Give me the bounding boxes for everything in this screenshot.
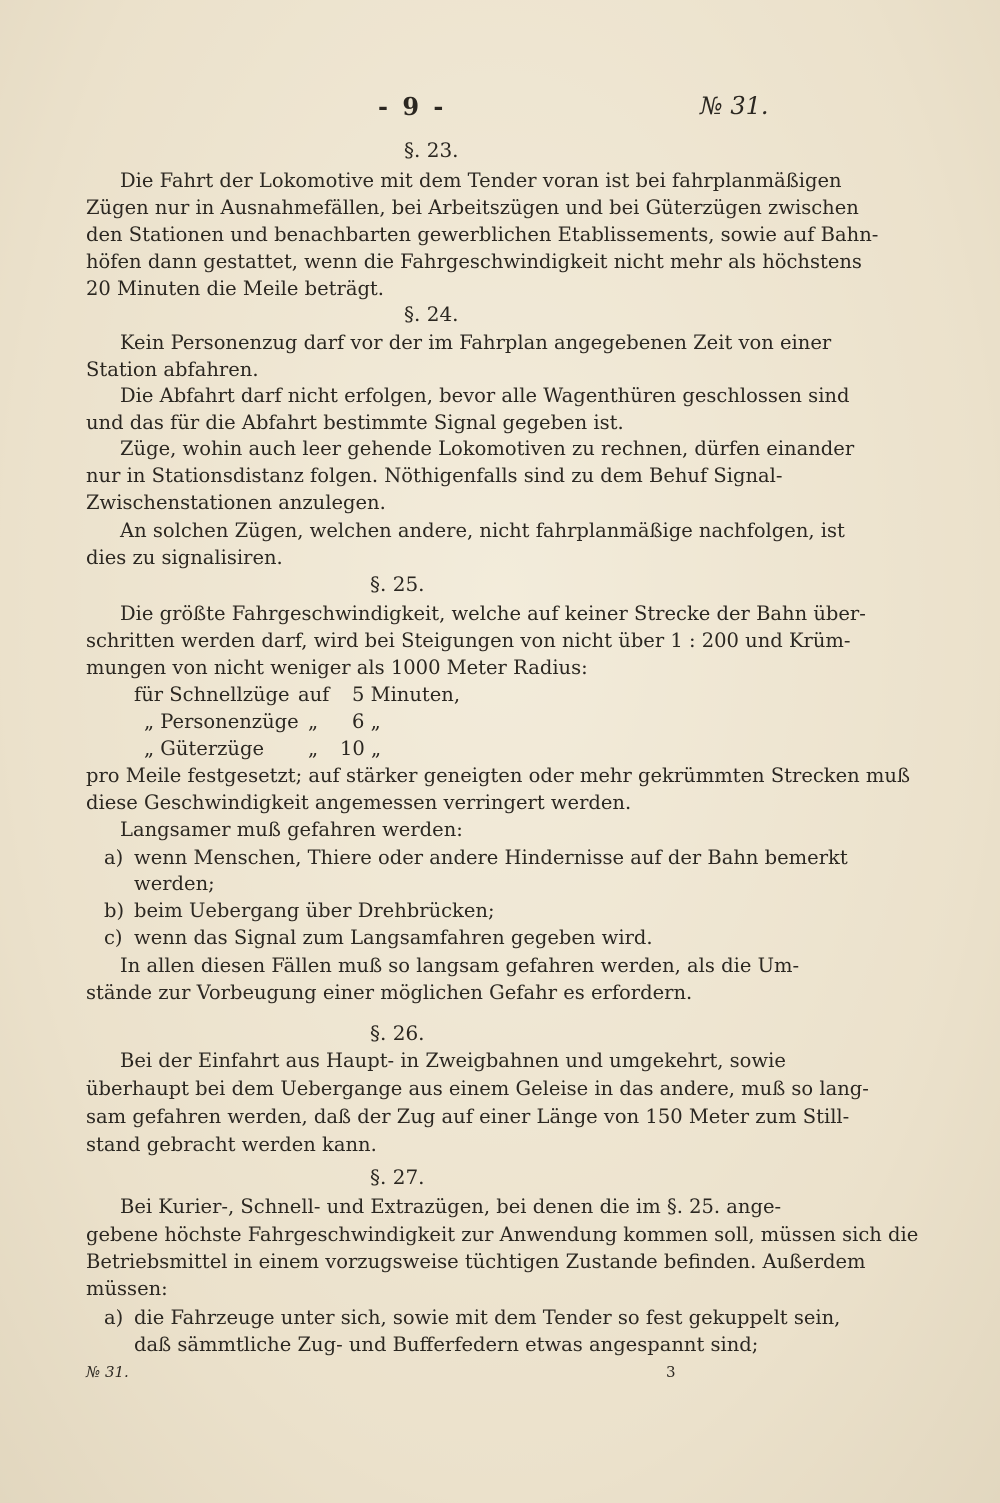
text-line: Kein Personenzug darf vor der im Fahrplan angegebenen Zeit von einer bbox=[120, 331, 832, 354]
text-line: stand gebracht werden kann. bbox=[86, 1133, 377, 1156]
text-line: Station abfahren. bbox=[86, 358, 259, 381]
section-heading: §. 23. bbox=[404, 138, 459, 162]
text-line: Zügen nur in Ausnahmefällen, bei Arbeitszügen und bei Güterzügen zwischen bbox=[86, 196, 859, 219]
text-line: Die größte Fahrgeschwindigkeit, welche auf keiner Strecke der Bahn über- bbox=[120, 602, 866, 625]
text-line: überhaupt bei dem Uebergange aus einem Geleise in das andere, muß so lang- bbox=[86, 1077, 869, 1100]
list-item: wenn das Signal zum Langsamfahren gegeben wird. bbox=[134, 926, 653, 949]
speed-label: „ Güterzüge bbox=[144, 737, 264, 760]
speed-connector: auf bbox=[298, 683, 330, 706]
text-line: höfen dann gestattet, wenn die Fahrgeschwindigkeit nicht mehr als höchstens bbox=[86, 250, 862, 273]
section-heading: §. 24. bbox=[404, 302, 459, 326]
text-line: mungen von nicht weniger als 1000 Meter Radius: bbox=[86, 656, 588, 679]
list-item: wenn Menschen, Thiere oder andere Hindernisse auf der Bahn bemerkt bbox=[134, 846, 848, 869]
text-line: Bei der Einfahrt aus Haupt- in Zweigbahnen und umgekehrt, sowie bbox=[120, 1049, 786, 1072]
text-line: In allen diesen Fällen muß so langsam gefahren werden, als die Um- bbox=[120, 954, 800, 977]
section-heading: §. 27. bbox=[370, 1165, 425, 1189]
text-line: und das für die Abfahrt bestimmte Signal gegeben ist. bbox=[86, 411, 624, 434]
list-item: die Fahrzeuge unter sich, sowie mit dem Tender so fest gekuppelt sein, bbox=[134, 1306, 841, 1329]
text-line: diese Geschwindigkeit angemessen verringert werden. bbox=[86, 791, 632, 814]
speed-value: 5 Minuten, bbox=[352, 683, 461, 706]
speed-value: 10 „ bbox=[340, 737, 382, 760]
list-marker: a) bbox=[104, 1306, 124, 1329]
speed-label: für Schnellzüge bbox=[134, 683, 290, 706]
page-number: - 9 - bbox=[378, 92, 447, 121]
document-number: № 31. bbox=[700, 92, 769, 120]
list-item: beim Uebergang über Drehbrücken; bbox=[134, 899, 495, 922]
text-line: nur in Stationsdistanz folgen. Nöthigenfalls sind zu dem Behuf Signal- bbox=[86, 464, 783, 487]
list-marker: a) bbox=[104, 846, 124, 869]
text-line: Die Abfahrt darf nicht erfolgen, bevor alle Wagenthüren geschlossen sind bbox=[120, 384, 850, 407]
section-heading: §. 25. bbox=[370, 572, 425, 596]
text-line: schritten werden darf, wird bei Steigungen von nicht über 1 : 200 und Krüm- bbox=[86, 629, 851, 652]
text-line: Die Fahrt der Lokomotive mit dem Tender voran ist bei fahrplanmäßigen bbox=[120, 169, 842, 192]
speed-connector: „ bbox=[308, 737, 319, 760]
list-item: daß sämmtliche Zug- und Bufferfedern etwas angespannt sind; bbox=[134, 1333, 759, 1356]
list-marker: b) bbox=[104, 899, 125, 922]
section-heading: §. 26. bbox=[370, 1021, 425, 1045]
text-line: An solchen Zügen, welchen andere, nicht fahrplanmäßige nachfolgen, ist bbox=[120, 519, 845, 542]
text-line: pro Meile festgesetzt; auf stärker geneigten oder mehr gekrümmten Strecken muß bbox=[86, 764, 910, 787]
text-line: Zwischenstationen anzulegen. bbox=[86, 491, 386, 514]
text-line: Langsamer muß gefahren werden: bbox=[120, 818, 463, 841]
text-line: Bei Kurier-, Schnell- und Extrazügen, bei denen die im §. 25. ange- bbox=[120, 1195, 782, 1218]
text-line: Züge, wohin auch leer gehende Lokomotiven zu rechnen, dürfen einander bbox=[120, 437, 855, 460]
list-item: werden; bbox=[134, 872, 215, 895]
signature-mark: 3 bbox=[666, 1363, 676, 1381]
text-line: Betriebsmittel in einem vorzugsweise tüchtigen Zustande befinden. Außerdem bbox=[86, 1250, 866, 1273]
text-line: den Stationen und benachbarten gewerblichen Etablissements, sowie auf Bahn- bbox=[86, 223, 879, 246]
text-line: sam gefahren werden, daß der Zug auf einer Länge von 150 Meter zum Still- bbox=[86, 1105, 850, 1128]
footer-number: № 31. bbox=[86, 1363, 129, 1381]
speed-value: 6 „ bbox=[352, 710, 381, 733]
text-line: müssen: bbox=[86, 1277, 168, 1300]
text-line: gebene höchste Fahrgeschwindigkeit zur Anwendung kommen soll, müssen sich die bbox=[86, 1223, 919, 1246]
speed-connector: „ bbox=[308, 710, 319, 733]
list-marker: c) bbox=[104, 926, 123, 949]
text-line: 20 Minuten die Meile beträgt. bbox=[86, 277, 384, 300]
text-line: dies zu signalisiren. bbox=[86, 546, 283, 569]
speed-label: „ Personenzüge bbox=[144, 710, 299, 733]
text-line: stände zur Vorbeugung einer möglichen Gefahr es erfordern. bbox=[86, 981, 693, 1004]
